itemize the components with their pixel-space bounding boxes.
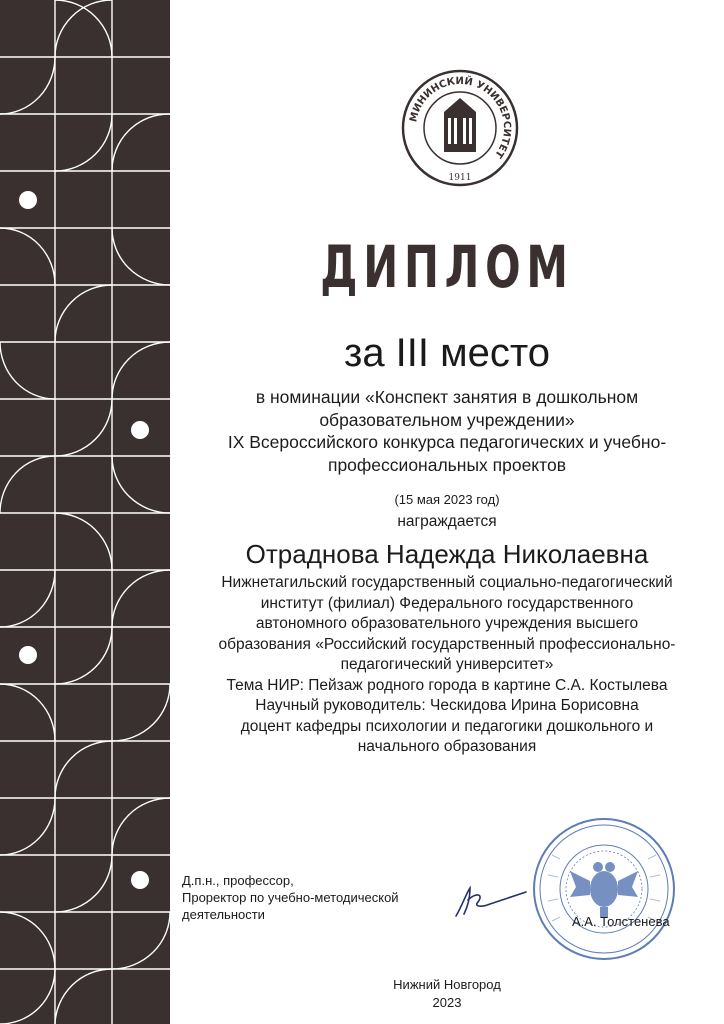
- nomination-line: образовательном учреждении»: [319, 409, 575, 430]
- footer-city: Нижний Новгород: [393, 977, 501, 992]
- diploma-title: ДИПЛОМ: [320, 233, 574, 301]
- award-place: за III место: [343, 331, 550, 375]
- recipient-name: Отраднова Надежда Николаевна: [245, 539, 649, 569]
- nomination-line: в номинации «Конспект занятия в дошкольном: [255, 387, 639, 407]
- detail-line: начального образования: [357, 738, 537, 755]
- awarded-label: награждается: [397, 513, 497, 530]
- detail-line: Нижнетагильский государственный социально-педагогический: [221, 574, 673, 591]
- detail-line: доцент кафедры психологии и педагогики дошкольного и: [240, 717, 654, 735]
- detail-line: институт (филиал) Федерального государственного: [260, 594, 634, 612]
- official-seal: [530, 815, 678, 963]
- detail-line: Тема НИР: Пейзаж родного города в картине С.А. Костылева: [226, 676, 668, 694]
- signer-name: А.А. Толстенева: [572, 914, 670, 929]
- logo-year: 1911: [448, 173, 472, 183]
- logo-ring-text: МИНИНСКИЙ УНИВЕРСИТЕТ: [408, 75, 513, 160]
- position-line: Проректор по учебно-методической: [182, 890, 399, 905]
- nomination-line: профессиональных проектов: [327, 454, 567, 475]
- detail-line: педагогический университет»: [340, 656, 554, 673]
- position-line: деятельности: [182, 907, 265, 922]
- detail-line: Научный руководитель: Ческидова Ирина Борисовна: [255, 697, 639, 714]
- detail-line: образования «Российский государственный профессионально-: [218, 635, 676, 653]
- position-line: Д.п.н., профессор,: [182, 873, 294, 888]
- nomination-line: IX Всероссийского конкурса педагогических и учебно-: [227, 432, 667, 452]
- contest-date: (15 мая 2023 год): [394, 492, 500, 507]
- diploma-content: [170, 0, 724, 1024]
- signer-position: [182, 872, 399, 923]
- detail-line: автономного образовательного учреждения высшего: [255, 615, 639, 632]
- footer: [170, 976, 724, 1012]
- nomination-text: [170, 386, 724, 476]
- footer-year: 2023: [432, 995, 462, 1010]
- recipient-details: [170, 573, 724, 758]
- decorative-side-pattern: [0, 0, 170, 1024]
- handwritten-signature: [450, 880, 530, 920]
- university-logo: [400, 68, 520, 188]
